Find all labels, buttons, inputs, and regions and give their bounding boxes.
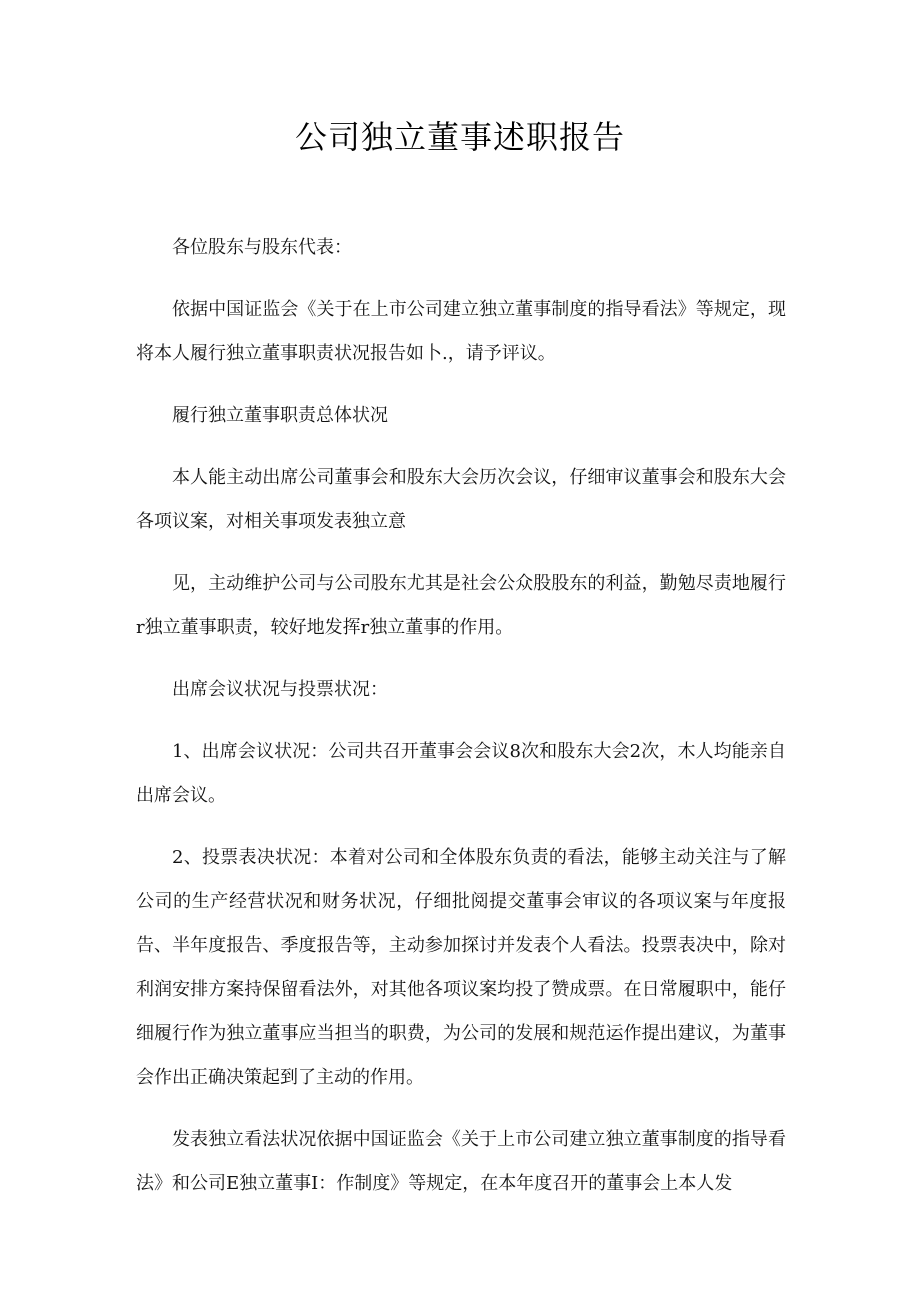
paragraph-overall-1: 本人能主动出席公司董事会和股东大会历次会议，仔细审议董事会和股东大会各项议案，对相关事项发表独立意 bbox=[136, 467, 786, 532]
paragraph-overall-2: 见，主动维护公司与公司股东尤其是社会公众股股东的利益，勤勉尽责地履行r独立董事职责，较好地发挥r独立董事的作用。 bbox=[136, 573, 786, 638]
paragraph-independent-opinion: 发表独立看法状况依据中国证监会《关于上市公司建立独立董事制度的指导看法》和公司E独立董事I：作制度》等规定，在本年度召开的董事会上本人发 bbox=[136, 1129, 786, 1194]
section-heading-overall: 履行独立董事职责总体状况 bbox=[172, 405, 388, 426]
paragraph-attendance: 1、出席会议状况：公司共召开董事会会议8次和股东大会2次，木人均能亲自出席会议。 bbox=[136, 741, 786, 806]
document-title: 公司独立董事述职报告 bbox=[294, 118, 625, 156]
document-body bbox=[136, 226, 786, 1224]
paragraph-salutation: 各位股东与股东代表： bbox=[172, 237, 352, 258]
paragraph-voting: 2、投票表决状况：本着对公司和全体股东负责的看法，能够主动关注与了解公司的生产经营状况和财务状况，仔细批阅提交董事会审议的各项议案与年度报告、半年度报告、季度报告等，主动参加探讨并发表个人看法。投票表决中，除对利润安排方案持保留看法外，对其他各项议案均投了赞成票。在日常履职中，能仔细履行作为独立董事应当担当的职费，为公司的发展和规范运作提出建议，为董事会作出正确决策起到了主动的作用。 bbox=[136, 847, 786, 1088]
section-heading-attendance: 出席会议状况与投票状况： bbox=[172, 679, 388, 700]
paragraph-intro: 依据中国证监会《关于在上市公司建立独立董事制度的指导看法》等规定，现将本人履行独立董事职责状况报告如卜.，请予评议。 bbox=[136, 299, 786, 364]
